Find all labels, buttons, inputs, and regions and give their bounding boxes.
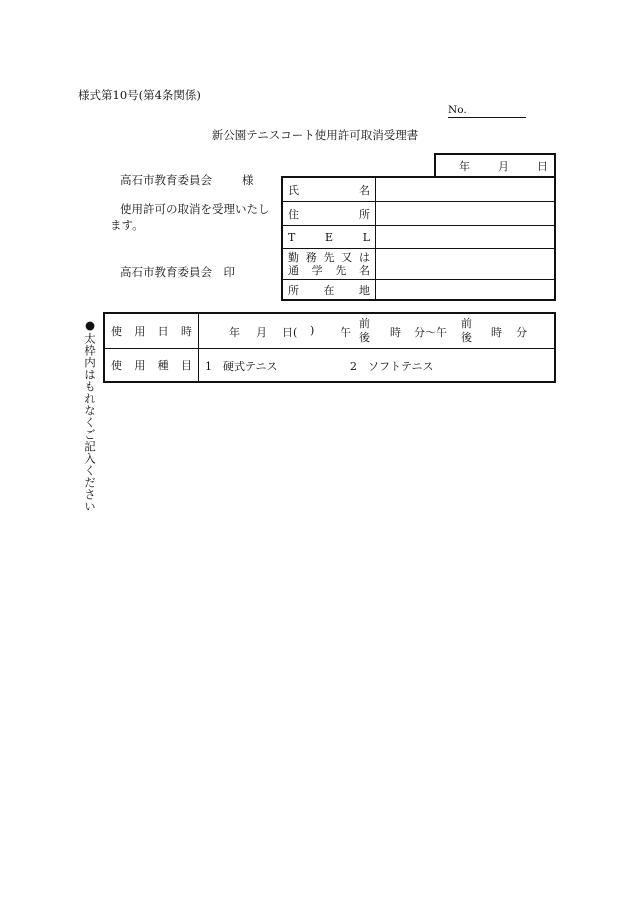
address-field[interactable] <box>376 202 554 225</box>
dt-minute2: 分 <box>516 326 527 339</box>
label-char: 又 <box>341 251 353 264</box>
dt-month: 月 <box>256 326 267 339</box>
label-char: 地 <box>359 283 370 297</box>
label-char: 氏 <box>288 183 299 197</box>
tel-field[interactable] <box>376 226 554 248</box>
date-box <box>434 153 556 176</box>
dt-day: 日( <box>282 326 298 339</box>
label-char: 用 <box>134 359 146 372</box>
name-field[interactable] <box>376 178 554 201</box>
usage-table <box>103 312 556 383</box>
date-month: 月 <box>498 159 509 173</box>
label-char: 住 <box>288 207 299 221</box>
applicant-table <box>281 176 556 301</box>
label-address <box>283 202 376 225</box>
label-char: 日 <box>157 325 169 338</box>
option-soft-tennis[interactable]: 2 ソフトテニス <box>350 360 434 373</box>
dt-minute-to: 分～午 <box>414 326 447 339</box>
dt-ampm-top: 前 <box>359 317 370 330</box>
label-char: 目 <box>180 359 192 372</box>
usage-type-field <box>199 349 554 381</box>
acceptance-message: 使用許可の取消を受理いたします。 <box>110 202 270 232</box>
option-hard-tennis[interactable]: 1 硬式テニス <box>205 360 278 373</box>
dt-ampm <box>359 317 370 345</box>
label-char: 時 <box>180 325 192 338</box>
label-char: 種 <box>157 359 169 372</box>
label-line <box>288 264 370 277</box>
label-char: 先 <box>335 264 347 277</box>
label-char: 在 <box>323 283 335 297</box>
row-usage-type <box>105 349 554 381</box>
side-note: ●太枠内はもれなくご記入ください <box>83 318 97 513</box>
row-location <box>283 280 554 299</box>
dt-ampm2-top: 前 <box>461 317 472 330</box>
form-number: 様式第10号(第4条関係) <box>78 88 201 102</box>
dt-noon: 午 <box>340 326 351 339</box>
label-char: 通 <box>288 264 299 277</box>
label-char: は <box>359 251 370 264</box>
dt-hour2: 時 <box>491 326 502 339</box>
label-char: 用 <box>134 325 146 338</box>
label-char: L <box>362 230 370 244</box>
dt-close: ) <box>310 324 315 337</box>
date-year: 年 <box>459 159 470 173</box>
addressee-name: 高石市教育委員会 <box>120 173 212 187</box>
label-char: 学 <box>311 264 323 277</box>
label-char: 勤 <box>288 251 299 264</box>
date-day: 日 <box>537 159 548 173</box>
dt-ampm-bottom: 後 <box>359 331 370 344</box>
dt-hour: 時 <box>390 326 401 339</box>
row-address <box>283 202 554 226</box>
usage-datetime-field[interactable] <box>199 314 554 348</box>
row-work-school <box>283 249 554 280</box>
label-char: E <box>325 230 334 244</box>
work-school-field[interactable] <box>376 249 554 279</box>
label-usage-datetime <box>105 314 199 348</box>
row-tel <box>283 226 554 249</box>
label-tel <box>283 226 376 248</box>
row-name <box>283 178 554 202</box>
label-char: 先 <box>323 251 335 264</box>
label-name <box>283 178 376 201</box>
dt-ampm2 <box>461 317 472 345</box>
label-line <box>288 251 370 264</box>
document-number-field: No. <box>448 104 526 118</box>
label-work-school <box>283 249 376 279</box>
label-char: 使 <box>111 359 122 372</box>
dt-ampm2-bottom: 後 <box>461 331 472 344</box>
addressee <box>120 172 254 188</box>
location-field[interactable] <box>376 280 554 299</box>
label-usage-type <box>105 349 199 381</box>
dt-year: 年 <box>229 326 240 339</box>
label-location <box>283 280 376 299</box>
document-title: 新公園テニスコート使用許可取消受理書 <box>211 128 419 142</box>
row-usage-datetime <box>105 314 554 349</box>
issuer-with-seal: 高石市教育委員会 印 <box>120 265 235 279</box>
label-char: 名 <box>358 264 370 277</box>
label-char: 務 <box>305 251 317 264</box>
honorific: 様 <box>242 173 254 187</box>
label-char: 名 <box>359 183 370 197</box>
label-char: 所 <box>288 283 299 297</box>
label-char: 所 <box>359 207 370 221</box>
label-char: 使 <box>111 325 122 338</box>
label-char: T <box>288 230 296 244</box>
